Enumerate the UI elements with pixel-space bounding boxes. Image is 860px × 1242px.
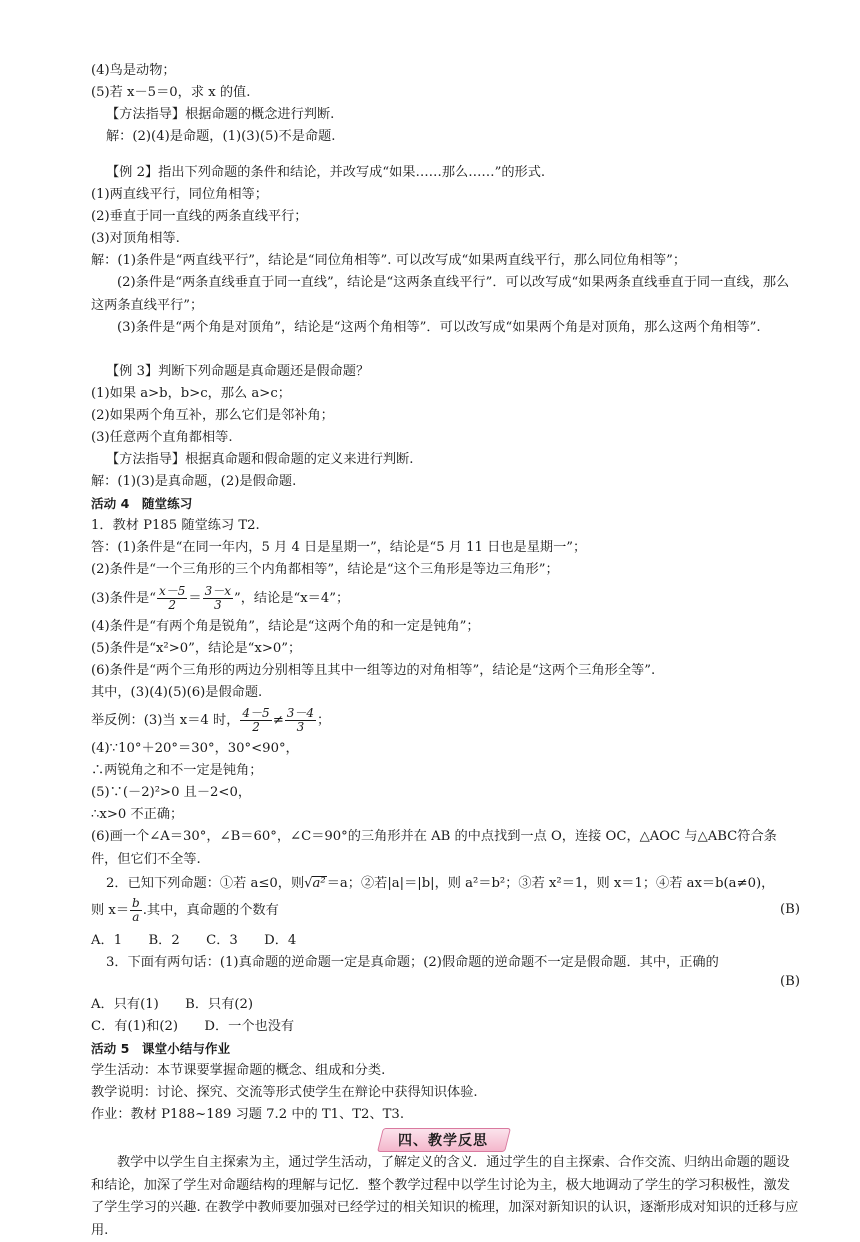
text-line: (6)条件是“两个三角形的两边分别相等且其中一组等边的对角相等”，结论是“这两个三角形全等”. — [91, 663, 656, 678]
example-3-heading: 【例 3】判断下列命题是真命题还是假命题？ — [106, 364, 370, 379]
question-2-answer: (B) — [780, 902, 800, 917]
question-3-answer: (B) — [780, 974, 800, 989]
text-line: (2)条件是“一个三角形的三个内角都相等”，结论是“这个三角形是等边三角形”； — [91, 562, 559, 577]
solution-line: 解：(2)(4)是命题，(1)(3)(5)不是命题. — [106, 129, 336, 144]
text-line: ∴x>0 不正确； — [91, 807, 184, 822]
solution-line: 解：(1)(3)是真命题，(2)是假命题. — [91, 474, 297, 489]
activity-4-heading: 活动 4 随堂练习 — [91, 496, 193, 511]
q2-text: .其中，真命题的个数有 — [142, 903, 279, 918]
equals-sign: ＝ — [188, 591, 202, 606]
eq-suffix: ”，结论是“x＝4”； — [233, 591, 350, 606]
counter-suffix: ； — [317, 713, 331, 728]
equation-condition-line — [91, 584, 800, 614]
reflection-paragraph: 教学中以学生自主探索为主，通过学生活动，了解定义的含义．通过学生的自主探索、合作交流、归纳出命题的题设和结论，加深了学生对命题结构的理解与记忆．整个教学过程中以学生讨论为主，极大地调动了学生的学习积极性，激发了学生学习的兴趣. 在教学中教师要加强对已经学过的相关知识的梳理，加深对新知识的认识，逐渐形成对知识的迁移与应用. — [91, 1155, 799, 1238]
text-paragraph: (6)画一个∠A＝30°，∠B＝60°，∠C＝90°的三角形并在 AB 的中点找到一点 O，连接 OC，△AOC 与△ABC符合条件，但它们不全等. — [91, 829, 777, 867]
question-3: 3．下面有两句话：(1)真命题的逆命题一定是真命题；(2)假命题的逆命题不一定是假命题．其中，正确的 — [106, 955, 719, 970]
fraction-numerator: 3－x — [204, 584, 231, 598]
text-line: (4)∵10°＋20°＝30°，30°<90°， — [91, 741, 299, 756]
choice-line: A．1 B．2 C．3 D．4 — [91, 933, 297, 948]
counterexample-line — [91, 706, 800, 736]
text-line: (2)垂直于同一直线的两条直线平行； — [91, 209, 308, 224]
text-line: 答：(1)条件是“在同一年内，5 月 4 日是星期一”，结论是“5 月 11 日也是星期一”； — [91, 540, 587, 555]
fraction-numerator: x－5 — [158, 584, 186, 598]
text-line: 教学说明：讨论、探究、交流等形式使学生在辩论中获得知识体验. — [91, 1085, 478, 1100]
fraction — [203, 585, 233, 612]
fraction-denominator: 3 — [296, 720, 305, 734]
sqrt-radicand: a² — [312, 876, 326, 891]
text-line: (2)如果两个角互补，那么它们是邻补角； — [91, 408, 334, 423]
question-2-line-2 — [91, 896, 800, 926]
fraction — [285, 707, 316, 734]
solution-paragraph: (2)条件是“两条直线垂直于同一直线”，结论是“这两条直线平行”．可以改写成“如果两条直线垂直于同一直线，那么这两条直线平行”； — [91, 275, 790, 313]
text-line: (5)∵(－2)²>0 且－2<0， — [91, 785, 252, 800]
fraction — [240, 707, 271, 734]
fraction-numerator: b — [132, 896, 140, 910]
fraction-denominator: 2 — [168, 598, 176, 612]
text-line: (1)两直线平行，同位角相等； — [91, 187, 268, 202]
choice-line: C．有(1)和(2) D．一个也没有 — [91, 1019, 295, 1034]
text-line: ∴两锐角之和不一定是钝角； — [91, 763, 263, 778]
q2-text: 则 x＝ — [91, 903, 130, 918]
text-line: (1)如果 a>b，b>c，那么 a>c； — [91, 386, 291, 401]
text-line: (4)鸟是动物； — [91, 63, 176, 78]
text-line: 其中，(3)(4)(5)(6)是假命题. — [91, 685, 263, 700]
solution-line: 解：(1)条件是“两直线平行”，结论是“同位角相等”. 可以改写成“如果两直线平行，那么同位角相等”； — [91, 253, 687, 268]
fraction — [157, 585, 187, 612]
q2-text: ＝a；②若|a|＝|b|，则 a²＝b²；③若 x²＝1，则 x＝1；④若 ax＝b(a≠0)， — [326, 876, 775, 891]
counter-prefix: 举反例：(3)当 x＝4 时， — [91, 713, 240, 728]
eq-prefix: (3)条件是“ — [91, 591, 156, 606]
question-2-line-1: 2．已知下列命题：①若 a≤0，则√a²＝a；②若|a|＝|b|，则 a²＝b²；③若 x²＝1，则 x＝1；④若 ax＝b(a≠0)， — [106, 876, 775, 891]
fraction-denominator: 2 — [252, 720, 260, 734]
section-header — [0, 1128, 860, 1152]
text-line: (3)任意两个直角都相等. — [91, 430, 233, 445]
section-title: 四、教学反思 — [398, 1133, 488, 1149]
text-line: (5)若 x－5＝0，求 x 的值. — [91, 85, 251, 100]
choice-line: A．只有(1) B．只有(2) — [91, 997, 254, 1012]
text-line: (4)条件是“有两个角是锐角”，结论是“这两个角的和一定是钝角”； — [91, 619, 480, 634]
text-line: 1．教材 P185 随堂练习 T2. — [91, 518, 260, 533]
text-line: 学生活动：本节课要掌握命题的概念、组成和分类. — [91, 1063, 386, 1078]
not-equal-sign: ≠ — [272, 713, 284, 728]
text-line: (3)对顶角相等. — [91, 231, 180, 246]
fraction-numerator: 4－5 — [242, 706, 270, 720]
method-guide: 【方法指导】根据真命题和假命题的定义来进行判断. — [106, 452, 414, 467]
text-line: 作业：教材 P188~189 习题 7.2 中的 T1、T2、T3. — [91, 1107, 405, 1122]
fraction-denominator: a — [132, 910, 140, 924]
solution-paragraph: (3)条件是“两个角是对顶角”，结论是“这两个角相等”．可以改写成“如果两个角是对顶角，那么这两个角相等”. — [117, 320, 761, 335]
q2-text: 2．已知下列命题：①若 a≤0，则 — [106, 876, 305, 891]
activity-5-heading: 活动 5 课堂小结与作业 — [91, 1041, 231, 1056]
fraction-denominator: 3 — [213, 598, 222, 612]
example-2-heading: 【例 2】指出下列命题的条件和结论，并改写成“如果……那么……”的形式. — [106, 165, 546, 180]
fraction — [130, 897, 142, 924]
fraction-numerator: 3－4 — [286, 706, 315, 720]
method-guide: 【方法指导】根据命题的概念进行判断. — [106, 107, 335, 122]
text-line: (5)条件是“x²>0”，结论是“x>0”； — [91, 641, 302, 656]
